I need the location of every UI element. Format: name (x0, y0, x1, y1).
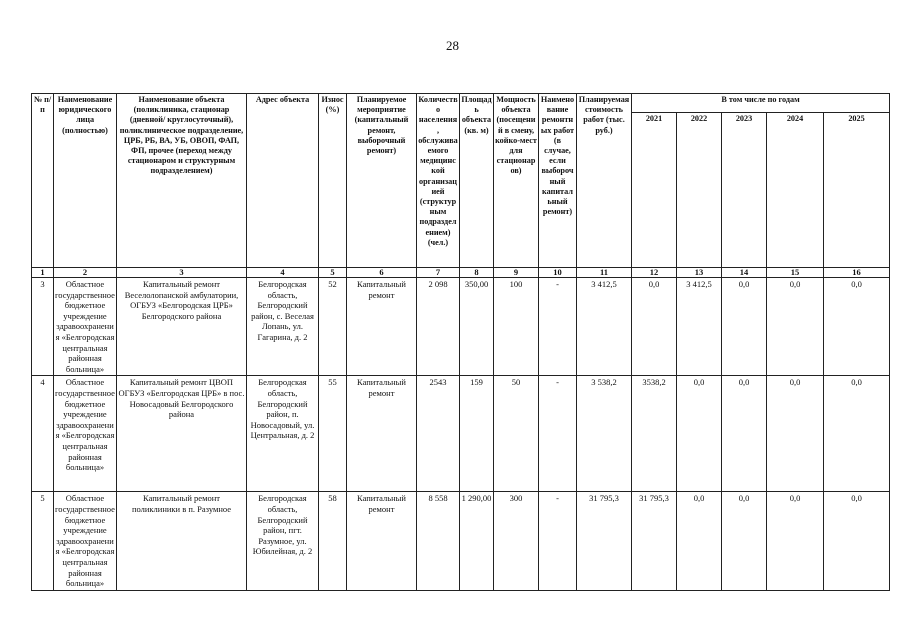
cell-planned-event: Капитальный ремонт (347, 492, 417, 591)
column-number: 15 (767, 268, 824, 278)
col-header-year-2023: 2023 (722, 113, 767, 268)
cell-year-2021: 0,0 (632, 278, 677, 376)
cell-area: 159 (460, 376, 494, 492)
cell-year-2022: 0,0 (677, 376, 722, 492)
cell-planned-event: Капитальный ремонт (347, 376, 417, 492)
column-number: 13 (677, 268, 722, 278)
col-header-year-2024: 2024 (767, 113, 824, 268)
col-header-year-2025: 2025 (824, 113, 890, 268)
cell-cost: 3 412,5 (577, 278, 632, 376)
col-header-year-2022: 2022 (677, 113, 722, 268)
cell-year-2025: 0,0 (824, 376, 890, 492)
column-number: 2 (54, 268, 117, 278)
cell-object-name: Капитальный ремонт поликлиники в п. Разумное (117, 492, 247, 591)
cell-repair-name: - (539, 376, 577, 492)
col-header-area: Площадь объекта (кв. м) (460, 94, 494, 268)
column-numbers-row (32, 268, 890, 278)
cell-area: 1 290,00 (460, 492, 494, 591)
cell-repair-name: - (539, 492, 577, 591)
col-header-cost: Планируемая стоимость работ (тыс. руб.) (577, 94, 632, 268)
column-number: 9 (494, 268, 539, 278)
col-header-num: № п/п (32, 94, 54, 268)
column-number: 14 (722, 268, 767, 278)
col-header-object-name: Наименование объекта (поликлиника, стационар (дневной/ круглосуточный), поликлиническое подразделение, ЦРБ, РБ, ВА, УБ, ОВОП, ФАП, ФП, прочее (переход между стационаром и структурным подразделением) (117, 94, 247, 268)
table-row (32, 492, 890, 591)
col-header-planned-event: Планируемое мероприятие (капитальный ремонт, выборочный ремонт) (347, 94, 417, 268)
column-number: 5 (319, 268, 347, 278)
col-header-year-2021: 2021 (632, 113, 677, 268)
cell-year-2023: 0,0 (722, 278, 767, 376)
cell-year-2023: 0,0 (722, 492, 767, 591)
column-number: 16 (824, 268, 890, 278)
column-number: 1 (32, 268, 54, 278)
cell-cost: 31 795,3 (577, 492, 632, 591)
cell-year-2025: 0,0 (824, 492, 890, 591)
cell-capacity: 100 (494, 278, 539, 376)
cell-address: Белгородская область, Белгородский район, с. Веселая Лопань, ул. Гагарина, д. 2 (247, 278, 319, 376)
cell-year-2024: 0,0 (767, 492, 824, 591)
cell-object-name: Капитальный ремонт ЦВОП ОГБУЗ «Белгородская ЦРБ» в пос. Новосадовый Белгородского района (117, 376, 247, 492)
column-number: 7 (417, 268, 460, 278)
cell-object-name: Капитальный ремонт Веселолопанской амбулатории, ОГБУЗ «Белгородская ЦРБ» Белгородского района (117, 278, 247, 376)
cell-num: 3 (32, 278, 54, 376)
cell-num: 5 (32, 492, 54, 591)
repair-program-table (31, 93, 890, 591)
cell-capacity: 300 (494, 492, 539, 591)
column-number: 8 (460, 268, 494, 278)
cell-year-2024: 0,0 (767, 376, 824, 492)
cell-num: 4 (32, 376, 54, 492)
column-number: 11 (577, 268, 632, 278)
cell-planned-event: Капитальный ремонт (347, 278, 417, 376)
cell-year-2021: 31 795,3 (632, 492, 677, 591)
cell-year-2022: 3 412,5 (677, 278, 722, 376)
cell-people-count: 2 098 (417, 278, 460, 376)
col-header-capacity: Мощность объекта (посещений в смену, койко-мест для стационаров) (494, 94, 539, 268)
col-header-legal-entity: Наименование юридического лица (полностью) (54, 94, 117, 268)
column-number: 4 (247, 268, 319, 278)
page-number: 28 (446, 38, 459, 53)
table-row (32, 376, 890, 492)
cell-capacity: 50 (494, 376, 539, 492)
col-header-repair-name: Наименование ремонтных работ (в случае, если выборочный капитальный ремонт) (539, 94, 577, 268)
cell-repair-name: - (539, 278, 577, 376)
cell-year-2021: 3538,2 (632, 376, 677, 492)
cell-year-2023: 0,0 (722, 376, 767, 492)
cell-legal-entity: Областное государственное бюджетное учреждение здравоохранения «Белгородская центральная районная больница» (54, 376, 117, 492)
cell-cost: 3 538,2 (577, 376, 632, 492)
col-header-by-years: В том числе по годам (632, 94, 890, 113)
cell-people-count: 2543 (417, 376, 460, 492)
column-number: 10 (539, 268, 577, 278)
table-row (32, 278, 890, 376)
cell-year-2022: 0,0 (677, 492, 722, 591)
col-header-people-count: Количество населения, обслуживаемого медицинской организацией (структурным подразделением) (чел.) (417, 94, 460, 268)
col-header-address: Адрес объекта (247, 94, 319, 268)
column-number: 3 (117, 268, 247, 278)
cell-area: 350,00 (460, 278, 494, 376)
cell-year-2024: 0,0 (767, 278, 824, 376)
column-number: 6 (347, 268, 417, 278)
cell-address: Белгородская область, Белгородский район, пгт. Разумное, ул. Юбилейная, д. 2 (247, 492, 319, 591)
cell-wear: 55 (319, 376, 347, 492)
cell-legal-entity: Областное государственное бюджетное учреждение здравоохранения «Белгородская центральная районная больница» (54, 278, 117, 376)
col-header-wear: Износ (%) (319, 94, 347, 268)
cell-legal-entity: Областное государственное бюджетное учреждение здравоохранения «Белгородская центральная районная больница» (54, 492, 117, 591)
cell-year-2025: 0,0 (824, 278, 890, 376)
cell-wear: 58 (319, 492, 347, 591)
cell-wear: 52 (319, 278, 347, 376)
column-number: 12 (632, 268, 677, 278)
cell-people-count: 8 558 (417, 492, 460, 591)
header-row (32, 94, 890, 113)
cell-address: Белгородская область, Белгородский район, п. Новосадовый, ул. Центральная, д. 2 (247, 376, 319, 492)
